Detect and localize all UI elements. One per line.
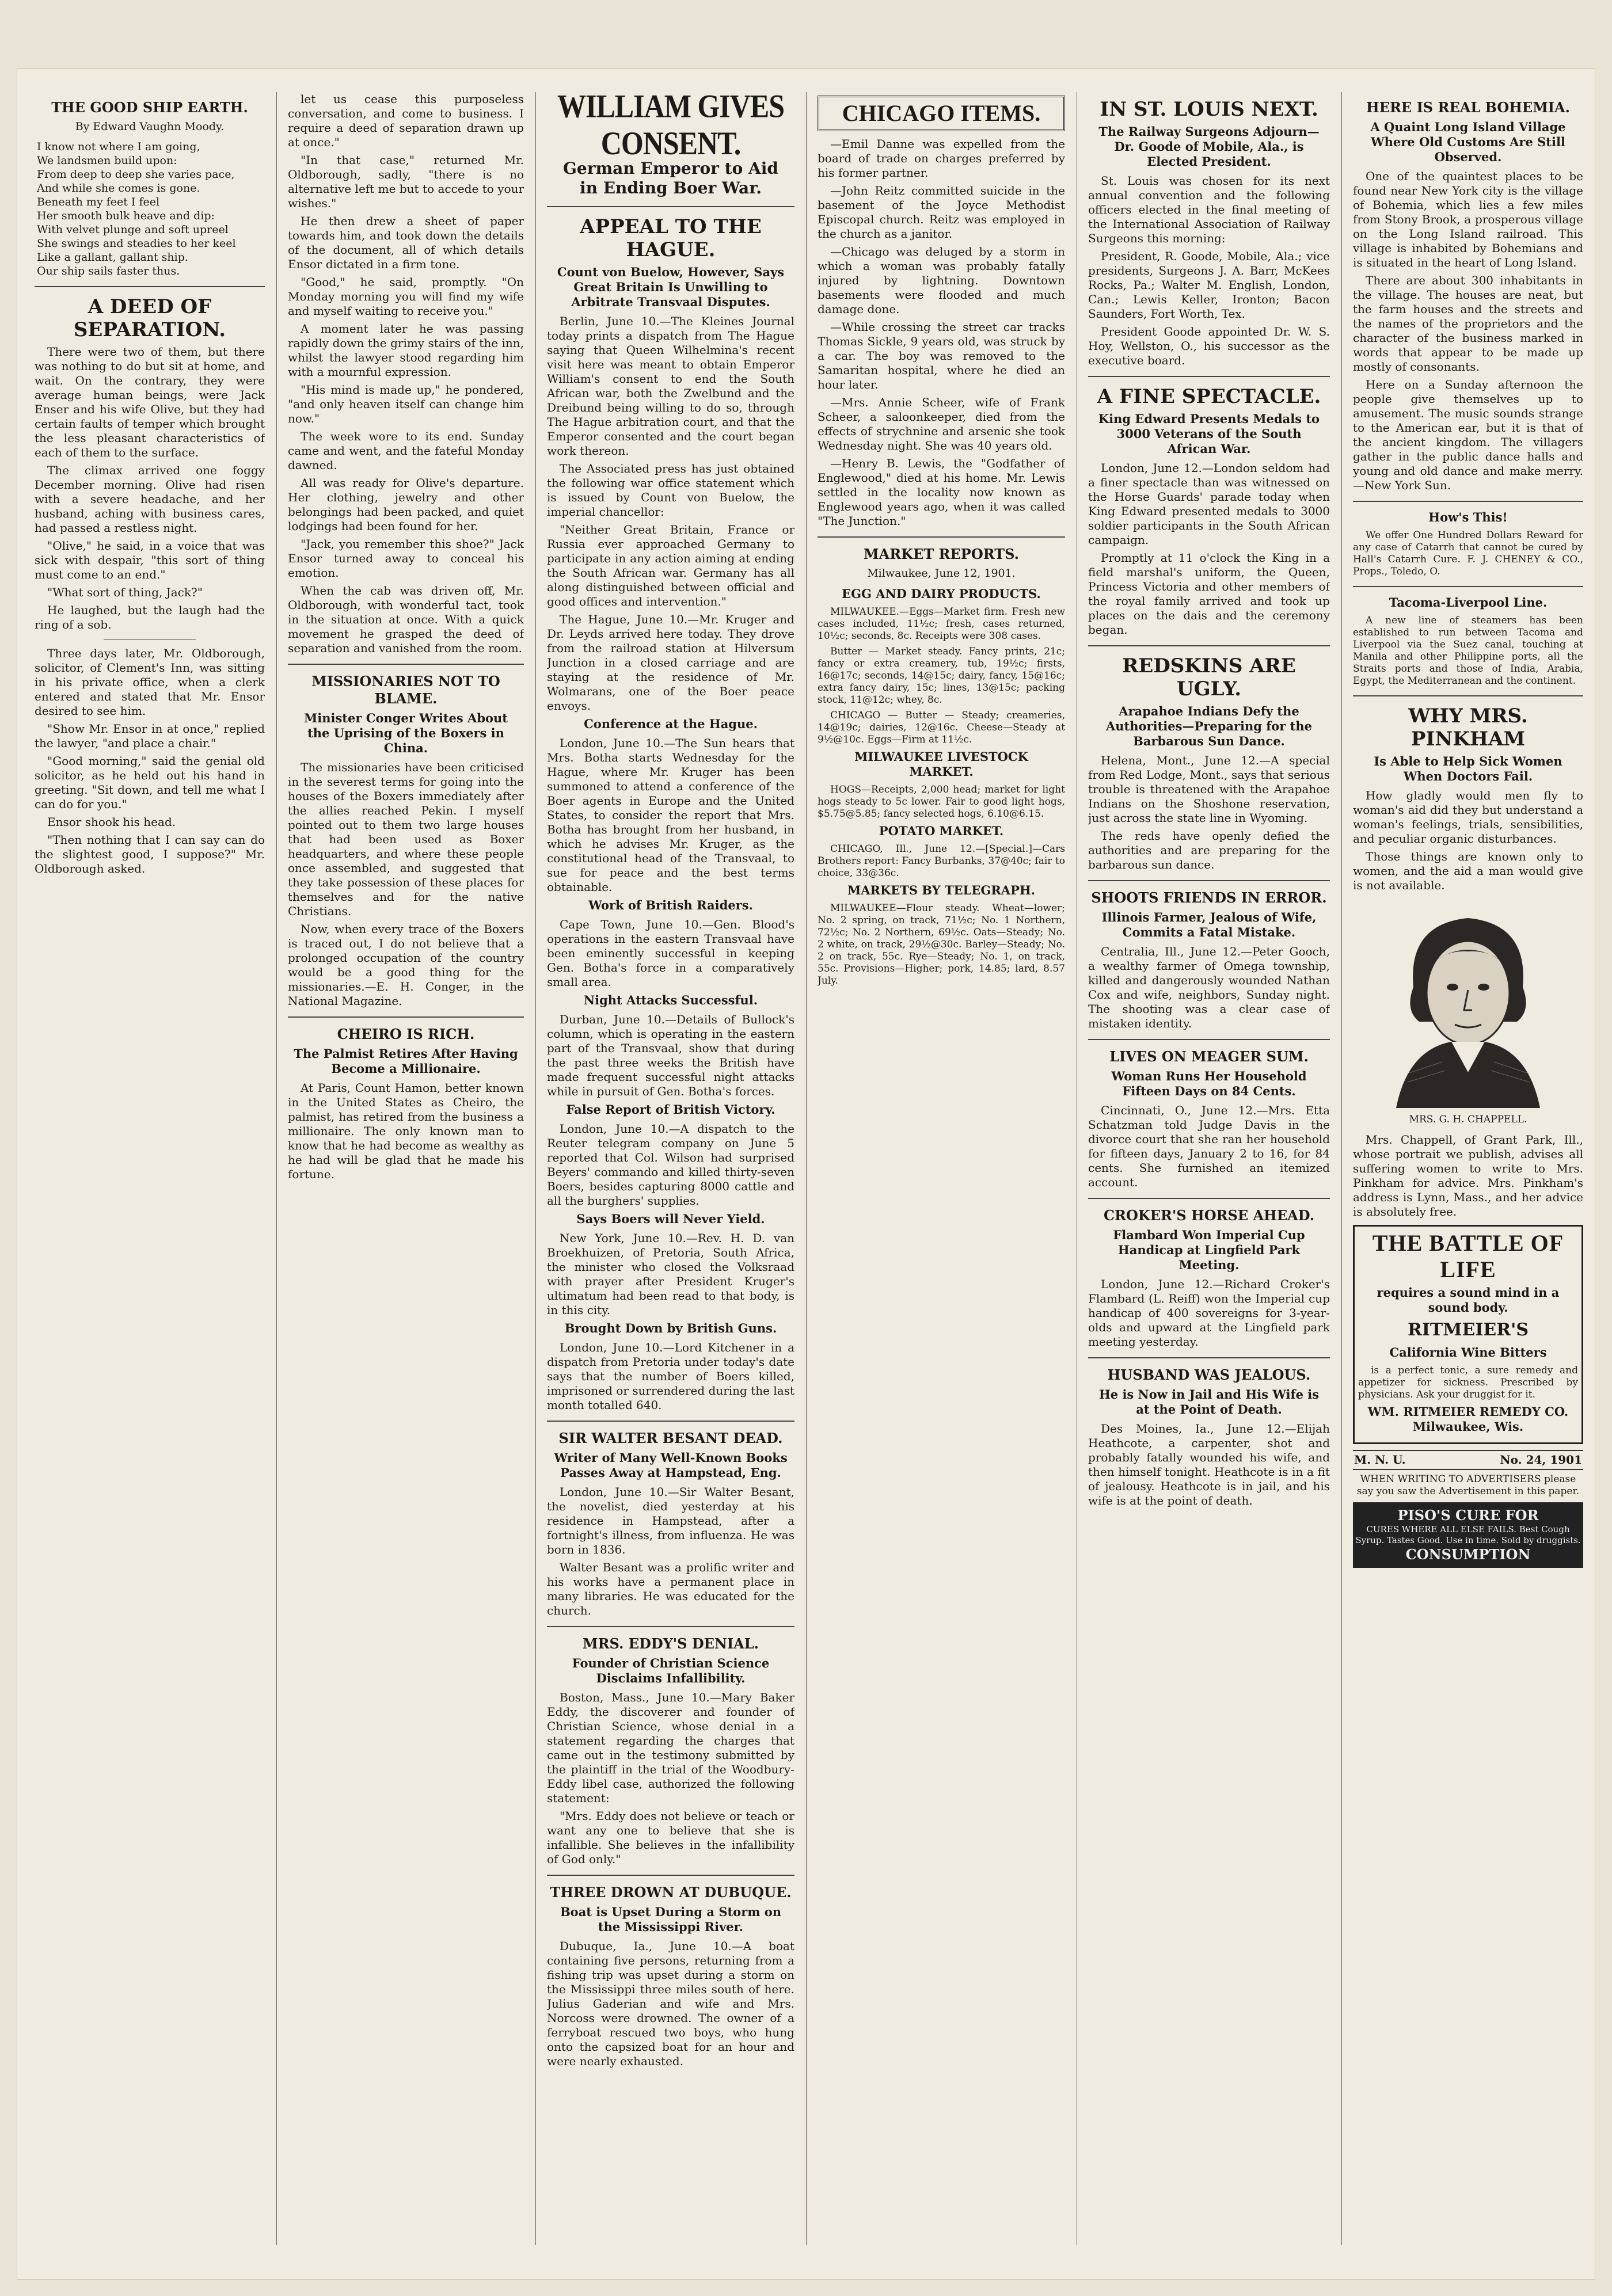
paragraph: Three days later, Mr. Oldborough, solicitor, of Clement's Inn, was sitting in his private office, when a clerk entered and stated that Mr. Ensor desired to see him. <box>35 646 265 718</box>
hague-subtitle: Count von Buelow, However, Says Great Britain Is Unwilling to Arbitrate Transvaal Disputes. <box>557 265 785 309</box>
paragraph: —While crossing the street car tracks Thomas Sickle, 9 years old, was struck by a car. The boy was removed to the Samaritan hospital, where he died an hour later. <box>818 320 1065 391</box>
section-subhead: Says Boers will Never Yield. <box>576 1212 765 1226</box>
divider <box>1088 1039 1330 1040</box>
pinkham-subtitle: Is Able to Help Sick Women When Doctors Fail. <box>1374 754 1562 783</box>
paragraph: —Emil Danne was expelled from the board of trade on charges preferred by his former partner. <box>818 137 1065 180</box>
egg-title: EGG AND DAIRY PRODUCTS. <box>842 587 1041 601</box>
divider <box>35 286 265 287</box>
divider <box>1353 695 1583 696</box>
shoots-title: SHOOTS FRIENDS IN ERROR. <box>1091 889 1327 906</box>
battle-brand: RITMEIER'S <box>1407 1320 1529 1340</box>
paragraph: MILWAUKEE—Flour steady. Wheat—lower; No. 2 spring, on track, 71½c; No. 1 Northern, 72½c; No. 2 Northern, 69½c. Oats—Steady; No. 2 white, on track, 29½@30c. Barley—Steady; No. 2 on track, 55c. Rye—Steady; No. 1, on track, 55c. Provisions—Higher; pork, 14.85; lard, 8.57 July. <box>818 903 1065 987</box>
jealous-subtitle: He is Now in Jail and His Wife is at the Point of Death. <box>1098 1387 1320 1417</box>
poem-line: Beneath my feet I feel <box>37 196 160 208</box>
paragraph: Ensor shook his head. <box>47 815 176 829</box>
column-5 <box>1088 92 1330 2245</box>
paragraph: He then drew a sheet of paper towards him, and took down the details of the document, all of which details Ensor dictated in a firm tone. <box>288 214 524 271</box>
divider <box>1088 376 1330 377</box>
divider <box>1353 586 1583 587</box>
battle-subtitle: requires a sound mind in a sound body. <box>1377 1285 1560 1315</box>
paragraph: Here on a Sunday afternoon the people give themselves up to amusement. The music sounds strange to the American ear, but it is that of the ancient kingdom. The villagers gather in the public dance halls and young and old dance and make merry.—New York Sun. <box>1353 378 1583 492</box>
redskins-title: REDSKINS ARE UGLY. <box>1122 654 1296 700</box>
column-3 <box>547 92 794 2245</box>
poem-author: By Edward Vaughn Moody. <box>75 120 225 133</box>
croker-title: CROKER'S HORSE AHEAD. <box>1103 1207 1315 1224</box>
paragraph: St. Louis was chosen for its next annual convention and the following officers elected in the final meeting of the International Association of Railway Surgeons this morning: <box>1088 174 1330 245</box>
stlouis-subtitle: The Railway Surgeons Adjourn—Dr. Goode of Mobile, Ala., is Elected President. <box>1098 124 1320 169</box>
portrait-caption: MRS. G. H. CHAPPELL. <box>1409 1114 1527 1125</box>
divider <box>1088 1198 1330 1199</box>
redskins-subtitle: Arapahoe Indians Defy the Authorities—Preparing for the Barbarous Sun Dance. <box>1106 704 1312 748</box>
paragraph: He laughed, but the laugh had the ring of a sob. <box>35 603 265 631</box>
paragraph: The week wore to its end. Sunday came and went, and the fateful Monday dawned. <box>288 429 524 472</box>
market-title: MARKET REPORTS. <box>864 546 1019 562</box>
besant-title: SIR WALTER BESANT DEAD. <box>558 1430 783 1446</box>
battle-product: California Wine Bitters <box>1389 1345 1547 1360</box>
poem-body <box>37 140 263 278</box>
hague-title: APPEAL TO THE HAGUE. <box>580 215 762 261</box>
missionaries-title: MISSIONARIES NOT TO BLAME. <box>311 673 500 707</box>
paragraph: President Goode appointed Dr. W. S. Hoy, Wellston, O., his successor as the executive board. <box>1088 325 1330 367</box>
paragraph: "Jack, you remember this shoe?" Jack Ensor turned away to conceal his emotion. <box>288 537 524 580</box>
column-6 <box>1353 92 1583 2245</box>
paragraph: London, June 12.—London seldom had a finer spectacle than was witnessed on the Horse Guards' parade today when King Edward presented medals to 3000 soldier participants in the South African campaign. <box>1088 461 1330 547</box>
poem-title: THE GOOD SHIP EARTH. <box>51 99 248 116</box>
paragraph: A moment later he was passing rapidly down the grimy stairs of the inn, whilst the lawyer stood regarding him with a mournful expression. <box>288 322 524 379</box>
paragraph: —Henry B. Lewis, the "Godfather of Englewood," died at his home. Mr. Lewis settled in the locality now known as Englewood years ago, when it was called "The Junction." <box>818 456 1065 528</box>
paragraph: President, R. Goode, Mobile, Ala.; vice presidents, Surgeons J. A. Barr, McKees Rocks, Pa.; Walter M. English, London, Can.; Lewis Keller, Ironton; Bacon Saunders, Fort Worth, Tex. <box>1088 249 1330 321</box>
paragraph: The climax arrived one foggy December morning. Olive had risen with a severe headache, and her husband, aching with business cares, had passed a restless night. <box>35 463 265 535</box>
paragraph: MILWAUKEE.—Eggs—Market firm. Fresh new cases included, 11½c; fresh, cases returned, 10½c; seconds, 8c. Receipts were 308 cases. <box>818 606 1065 642</box>
meager-subtitle: Woman Runs Her Household Fifteen Days on 84 Cents. <box>1111 1069 1307 1098</box>
paragraph: "Then nothing that I can say can do the slightest good, I suppose?" Mr. Oldborough asked. <box>35 833 265 875</box>
paragraph: Those things are known only to women, and the aid a man would give is not available. <box>1353 850 1583 892</box>
jealous-title: HUSBAND WAS JEALOUS. <box>1107 1366 1311 1383</box>
paragraph: Des Moines, Ia., June 12.—Elijah Heathcote, a carpenter, shot and probably fatally wounded his wife, and then himself tonight. Heathcote is in a fit of jealousy. Heathcote is in jail, and his wife is at the point of death. <box>1088 1422 1330 1507</box>
paragraph: The missionaries have been criticised in the severest terms for going into the houses of the Boxers immediately after the allies reached Pekin. I myself pointed out to them two large houses that had been used as Boxer headquarters, and where these people once assembled, and suggested that they take possession of these places for themselves and for the native Christians. <box>288 760 524 918</box>
eddy-subtitle: Founder of Christian Science Disclaims Infallibility. <box>572 1656 770 1685</box>
footer-left: M. N. U. <box>1354 1453 1406 1467</box>
missionaries-subtitle: Minister Conger Writes About the Uprising of the Boxers in China. <box>304 711 508 755</box>
poem-line: Her smooth bulk heave and dip: <box>37 210 215 222</box>
livestock-title: MILWAUKEE LIVESTOCK MARKET. <box>854 749 1028 779</box>
pinkham-title: WHY MRS. PINKHAM <box>1408 705 1528 751</box>
spectacle-title: A FINE SPECTACLE. <box>1097 385 1321 408</box>
paragraph: Helena, Mont., June 12.—A special from Red Lodge, Mont., says that serious trouble is threatened with the Arapahoe Indians on the Shoshone reservation, just across the state line in Wyoming. <box>1088 753 1330 825</box>
paragraph: Cape Town, June 10.—Gen. Blood's operations in the eastern Transvaal have been eminently successful in keeping Gen. Botha's force in a comparatively small area. <box>547 917 794 989</box>
section-subhead: Work of British Raiders. <box>588 898 753 912</box>
howsthis-title: How's This! <box>1428 510 1508 524</box>
chicago-heading-box <box>818 96 1065 131</box>
divider <box>547 1875 794 1876</box>
paragraph: Now, when every trace of the Boxers is traced out, I do not believe that a prolonged occupation of the country would be a good thing for the missionaries.—E. H. Conger, in the National Magazine. <box>288 922 524 1008</box>
paragraph: CHICAGO — Butter — Steady; creameries, 14@19c; dairies, 12@16c. Cheese—Steady at 9½@10c. Eggs—Firm at 11½c. <box>818 710 1065 745</box>
divider <box>288 1016 524 1018</box>
paragraph: "Mrs. Eddy does not believe or teach or want any one to believe that she is infallible. She believes in the infallibility of God only." <box>547 1809 794 1866</box>
footer-right: No. 24, 1901 <box>1500 1453 1582 1467</box>
piso-title: PISO'S CURE FOR <box>1397 1507 1539 1524</box>
william-subtitle: German Emperor to Aid in Ending Boer War. <box>563 159 778 197</box>
paragraph: The Hague, June 10.—Mr. Kruger and Dr. Leyds arrived here today. They drove from the railroad station at Hilversum Junction in a closed carriage and are staying at the residence of Mr. Wolmarans, one of the Boer peace envoys. <box>547 612 794 713</box>
portrait-engraving <box>1373 901 1563 1108</box>
advertisers-note: WHEN WRITING TO ADVERTISERS please say you saw the Advertisement in this paper. <box>1356 1473 1580 1497</box>
paragraph: Boston, Mass., June 10.—Mary Baker Eddy, the discoverer and founder of Christian Science, whose denial in a statement regarding the charges that came out in the testimony submitted by the plaintiff in the trial of the Woodbury-Eddy libel case, authorized the following statement: <box>547 1690 794 1805</box>
divider <box>1088 1357 1330 1358</box>
paragraph: "Good morning," said the genial old solicitor, as he held out his hand in greeting. "Sit down, and tell me what I can do for you." <box>35 754 265 811</box>
paragraph: "What sort of thing, Jack?" <box>47 585 203 599</box>
paragraph: Berlin, June 10.—The Kleines Journal today prints a dispatch from The Hague saying that Queen Wilhelmina's recent visit here was meant to obtain Emperor William's consent to end the South African war, both the Zwelbund and the Dreibund being willing to do so, through The Hague arbitration court, and that the Emperor consented and the court began work thereon. <box>547 314 794 458</box>
separation-title: A DEED OF SEPARATION. <box>73 295 226 341</box>
poem-line: And while she comes is gone. <box>37 182 200 195</box>
piso-sub: CURES WHERE ALL ELSE FAILS. Best Cough Syrup. Tastes Good. Use in time. Sold by druggists. <box>1355 1524 1581 1545</box>
battle-maker: WM. RITMEIER REMEDY CO. Milwaukee, Wis. <box>1367 1404 1569 1434</box>
poem-line: I know not where I am going, <box>37 140 200 153</box>
paragraph: Mrs. Chappell, of Grant Park, Ill., whose portrait we publish, advises all suffering women to write to Mrs. Pinkham for advice. Mrs. Pinkham's address is Lynn, Mass., and her advice is absolutely free. <box>1353 1133 1583 1219</box>
stlouis-title: IN ST. LOUIS NEXT. <box>1100 98 1318 121</box>
paragraph: There are about 300 inhabitants in the village. The houses are neat, but the farm houses and the streets and the names of the proprietors and the character of the business marked in words that appear to be made up mostly of consonants. <box>1353 273 1583 374</box>
divider <box>547 1421 794 1422</box>
paragraph: Centralia, Ill., June 12.—Peter Gooch, a wealthy farmer of Omega township, killed and dangerously wounded Nathan Cox and wife, neighbors, Sunday night. The shooting was a clear case of mistaken identity. <box>1088 945 1330 1030</box>
divider <box>288 664 524 665</box>
section-subhead: Conference at the Hague. <box>584 717 758 731</box>
column-1 <box>35 92 265 2245</box>
paragraph: "Neither Great Britain, France or Russia ever approached Germany to participate in any action aiming at ending the South African war. Germany has all along distinguished between official and good offices and intervention." <box>547 523 794 608</box>
section-subhead: False Report of British Victory. <box>566 1102 775 1117</box>
piso-ad <box>1353 1502 1583 1568</box>
column-rule <box>276 92 277 2245</box>
divider <box>818 536 1065 538</box>
paragraph: "Show Mr. Ensor in at once," replied the lawyer, "and place a chair." <box>35 722 265 750</box>
paragraph: Promptly at 11 o'clock the King in a field marshal's uniform, the Queen, Princess Victoria and other members of the royal family arrived and took up places on the dais and the ceremony began. <box>1088 551 1330 637</box>
paragraph: is a perfect tonic, a sure remedy and appetizer for sickness. Prescribed by physicians. Ask your druggist for it. <box>1358 1365 1578 1400</box>
paragraph: CHICAGO, Ill., June 12.—[Special.]—Cars Brothers report: Fancy Burbanks, 37@40c; fair to choice, 33@36c. <box>818 843 1065 879</box>
eddy-title: MRS. EDDY'S DENIAL. <box>583 1635 759 1652</box>
paragraph: London, June 10.—Sir Walter Besant, the novelist, died yesterday at his residence in Hampstead, after a fortnight's illness, from influenza. He was born in 1836. <box>547 1485 794 1556</box>
poem-line: Our ship sails faster thus. <box>37 265 180 277</box>
potato-title: POTATO MARKET. <box>879 824 1004 838</box>
paragraph: A new line of steamers has been established to run between Tacoma and Liverpool via the Suez canal, touching at Manila and other Philippine ports, all the Straits ports and those of India, Arabia, Egypt, the Mediterranean and the continent. <box>1353 615 1583 687</box>
poem-line: She swings and steadies to her keel <box>37 237 236 250</box>
paragraph: London, June 10.—The Sun hears that Mrs. Botha starts Wednesday for the Hague, where Mr. Kruger has been summoned to attend a conference of the Boer agents in Europe and the United States, to consider the report that Mrs. Botha has brought from her husband, in which he advises Mr. Kruger, as the constitutional head of the Transvaal, to sue for peace and the best terms obtainable. <box>547 736 794 894</box>
william-title: WILLIAM GIVES CONSENT. <box>557 92 785 162</box>
newspaper-page <box>17 69 1595 2279</box>
croker-subtitle: Flambard Won Imperial Cup Handicap at Lingfield Park Meeting. <box>1113 1228 1305 1272</box>
column-rule <box>1341 92 1342 2245</box>
poem-line: From deep to deep she varies pace, <box>37 168 235 181</box>
paragraph: There were two of them, but there was nothing to do but sit at home, and wait. On the contrary, they were average human beings, were Jack Enser and his wife Olive, but they had certain faults of temper which brought the less pleasant characteristics of each of them to the surface. <box>35 345 265 459</box>
paragraph: "In that case," returned Mr. Oldborough, sadly, "there is no alternative left me but to accede to your wishes." <box>288 153 524 210</box>
paragraph: "Good," he said, promptly. "On Monday morning you will find my wife and myself waiting to receive you." <box>288 275 524 318</box>
divider <box>1088 880 1330 881</box>
dubuque-subtitle: Boat is Upset During a Storm on the Mississippi River. <box>560 1905 782 1934</box>
divider <box>547 206 794 207</box>
column-4 <box>818 92 1065 2245</box>
market-dateline: Milwaukee, June 12, 1901. <box>867 567 1016 580</box>
section-subhead: Night Attacks Successful. <box>583 993 758 1007</box>
paragraph: New York, June 10.—Rev. H. D. van Broekhuizen, of Pretoria, South Africa, the minister who closed the Volksraad with prayer after President Kruger's ultimatum had been read to that body, is in this city. <box>547 1231 794 1317</box>
poem-line: We landsmen build upon: <box>37 154 177 167</box>
column-rule <box>806 92 807 2245</box>
paragraph: HOGS—Receipts, 2,000 head; market for light hogs steady to 5c lower. Fair to good light hogs, $5.75@5.85; fancy selected hogs, 6.10@6.15. <box>818 784 1065 820</box>
paragraph: —John Reitz committed suicide in the basement of the Joyce Methodist Episcopal church. Reitz was employed in the church as a janitor. <box>818 184 1065 241</box>
chicago-title: CHICAGO ITEMS. <box>842 100 1041 126</box>
cheiro-subtitle: The Palmist Retires After Having Become a Millionaire. <box>294 1046 518 1076</box>
paragraph: How gladly would men fly to woman's aid did they but understand a woman's feelings, trials, sensibilities, and peculiar organic disturbances. <box>1353 789 1583 846</box>
divider <box>1353 501 1583 502</box>
paragraph: At Paris, Count Hamon, better known in the United States as Cheiro, the palmist, has retired from the business a millionaire. The only known man to know that he had become as wealthy as he had will be glad that he made his fortune. <box>288 1081 524 1181</box>
shoots-subtitle: Illinois Farmer, Jealous of Wife, Commits a Fatal Mistake. <box>1101 910 1317 939</box>
divider <box>1088 645 1330 646</box>
paragraph: —Chicago was deluged by a storm in which a woman was probably fatally injured by lightning. Downtown basements were flooded and much damage done. <box>818 245 1065 316</box>
paragraph: The Associated press has just obtained the following war office statement which is issued by Count von Buelow, the imperial chancellor: <box>547 462 794 519</box>
bohemia-title: HERE IS REAL BOHEMIA. <box>1366 99 1570 116</box>
paragraph: let us cease this purposeless conversation, and come to business. I require a deed of separation drawn up at once." <box>288 92 524 149</box>
section-subhead: Brought Down by British Guns. <box>564 1321 777 1335</box>
paragraph: London, June 10.—A dispatch to the Reuter telegram company on June 5 reported that Col. Wilson had surprised Beyers' commando and killed thirty-seven Boers, besides capturing 8000 cattle and all the burghers' supplies. <box>547 1122 794 1208</box>
battle-of-life-ad <box>1353 1225 1583 1444</box>
column-rule <box>535 92 536 2245</box>
cheiro-title: CHEIRO IS RICH. <box>337 1026 475 1042</box>
paragraph: We offer One Hundred Dollars Reward for any case of Catarrh that cannot be cured by Hall's Catarrh Cure. F. J. CHENEY & CO., Props., Toledo, O. <box>1353 530 1583 577</box>
paragraph: When the cab was driven off, Mr. Oldborough, with wonderful tact, took in the situation at once. With a quick movement he grasped the deed of separation and vanished from the room. <box>288 584 524 655</box>
paragraph: London, June 12.—Richard Croker's Flambard (L. Reiff) won the Imperial cup handicap of 400 sovereigns for 3-year-olds and upward at the Lingfield park meeting yesterday. <box>1088 1277 1330 1349</box>
paragraph: —Mrs. Annie Scheer, wife of Frank Scheer, a saloonkeeper, died from the effects of strychnine and arsenic she took Wednesday night. She was 40 years old. <box>818 395 1065 452</box>
poem-line: With velvet plunge and soft upreel <box>37 223 229 236</box>
paragraph: All was ready for Olive's departure. Her clothing, jewelry and other belongings had been packed, and quiet lodgings had been found for her. <box>288 476 524 533</box>
separation-body <box>35 345 265 876</box>
footer-line <box>1353 1450 1583 1470</box>
paragraph: London, June 10.—Lord Kitchener in a dispatch from Pretoria under today's date says that the number of Boers killed, imprisoned or surrendered during the last month totalled 640. <box>547 1341 794 1412</box>
column-2 <box>288 92 524 2245</box>
paragraph: Durban, June 10.—Details of Bullock's column, which is operating in the eastern part of the Transvaal, show that during the past three weeks the British have made frequent successful night attacks while in pursuit of Gen. Botha's forces. <box>547 1012 794 1098</box>
paragraph: Cincinnati, O., June 12.—Mrs. Etta Schatzman told Judge Davis in the divorce court that she ran her household for fifteen days, January 2 to 16, for 84 cents. She furnished an itemized account. <box>1088 1103 1330 1189</box>
paragraph: The reds have openly defied the authorities and are preparing for the barbarous sun dance. <box>1088 829 1330 871</box>
tacoma-title: Tacoma-Liverpool Line. <box>1389 595 1548 610</box>
paragraph: Walter Besant was a prolific writer and his works have a permanent place in many libraries. He was educated for the church. <box>547 1560 794 1617</box>
dubuque-title: THREE DROWN AT DUBUQUE. <box>550 1884 792 1901</box>
divider <box>547 1626 794 1627</box>
spectacle-subtitle: King Edward Presents Medals to 3000 Veterans of the South African War. <box>1098 412 1320 456</box>
telegraph-title: MARKETS BY TELEGRAPH. <box>847 883 1036 897</box>
piso-bottom: CONSUMPTION <box>1405 1546 1531 1563</box>
besant-subtitle: Writer of Many Well-Known Books Passes Away at Hampstead, Eng. <box>554 1450 788 1480</box>
bohemia-subtitle: A Quaint Long Island Village Where Old Customs Are Still Observed. <box>1370 120 1566 164</box>
paragraph: One of the quaintest places to be found near New York city is the village of Bohemia, which lies a few miles from Stony Brook, a prosperous village on the Long Island railroad. This village is inhabited by Bohemians and is situated in the heart of Long Island. <box>1353 169 1583 269</box>
paragraph: "Olive," he said, in a voice that was sick with despair, "this sort of thing must come to an end." <box>35 539 265 581</box>
battle-title: THE BATTLE OF LIFE <box>1372 1230 1564 1282</box>
meager-title: LIVES ON MEAGER SUM. <box>1109 1048 1309 1065</box>
poem-line: Like a gallant, gallant ship. <box>37 251 188 264</box>
paragraph: Butter — Market steady. Fancy prints, 21c; fancy or extra creamery, tub, 19½c; firsts, 16@17c; seconds, 14@15c; dairy, fancy, 15@16c; extra fancy dairy, 15c; lines, 13@15c; packing stock, 11@12c; whey, 8c. <box>818 646 1065 706</box>
paragraph: "His mind is made up," he pondered, "and only heaven itself can change him now." <box>288 383 524 425</box>
paragraph: Dubuque, Ia., June 10.—A boat containing five persons, returning from a fishing trip was upset during a storm on the Mississippi three miles south of here. Julius Gaderian and wife and Mrs. Norcoss were drowned. The owner of a ferryboat rescued two boys, who hung onto the capsized boat for an hour and were nearly exhausted. <box>547 1939 794 2068</box>
